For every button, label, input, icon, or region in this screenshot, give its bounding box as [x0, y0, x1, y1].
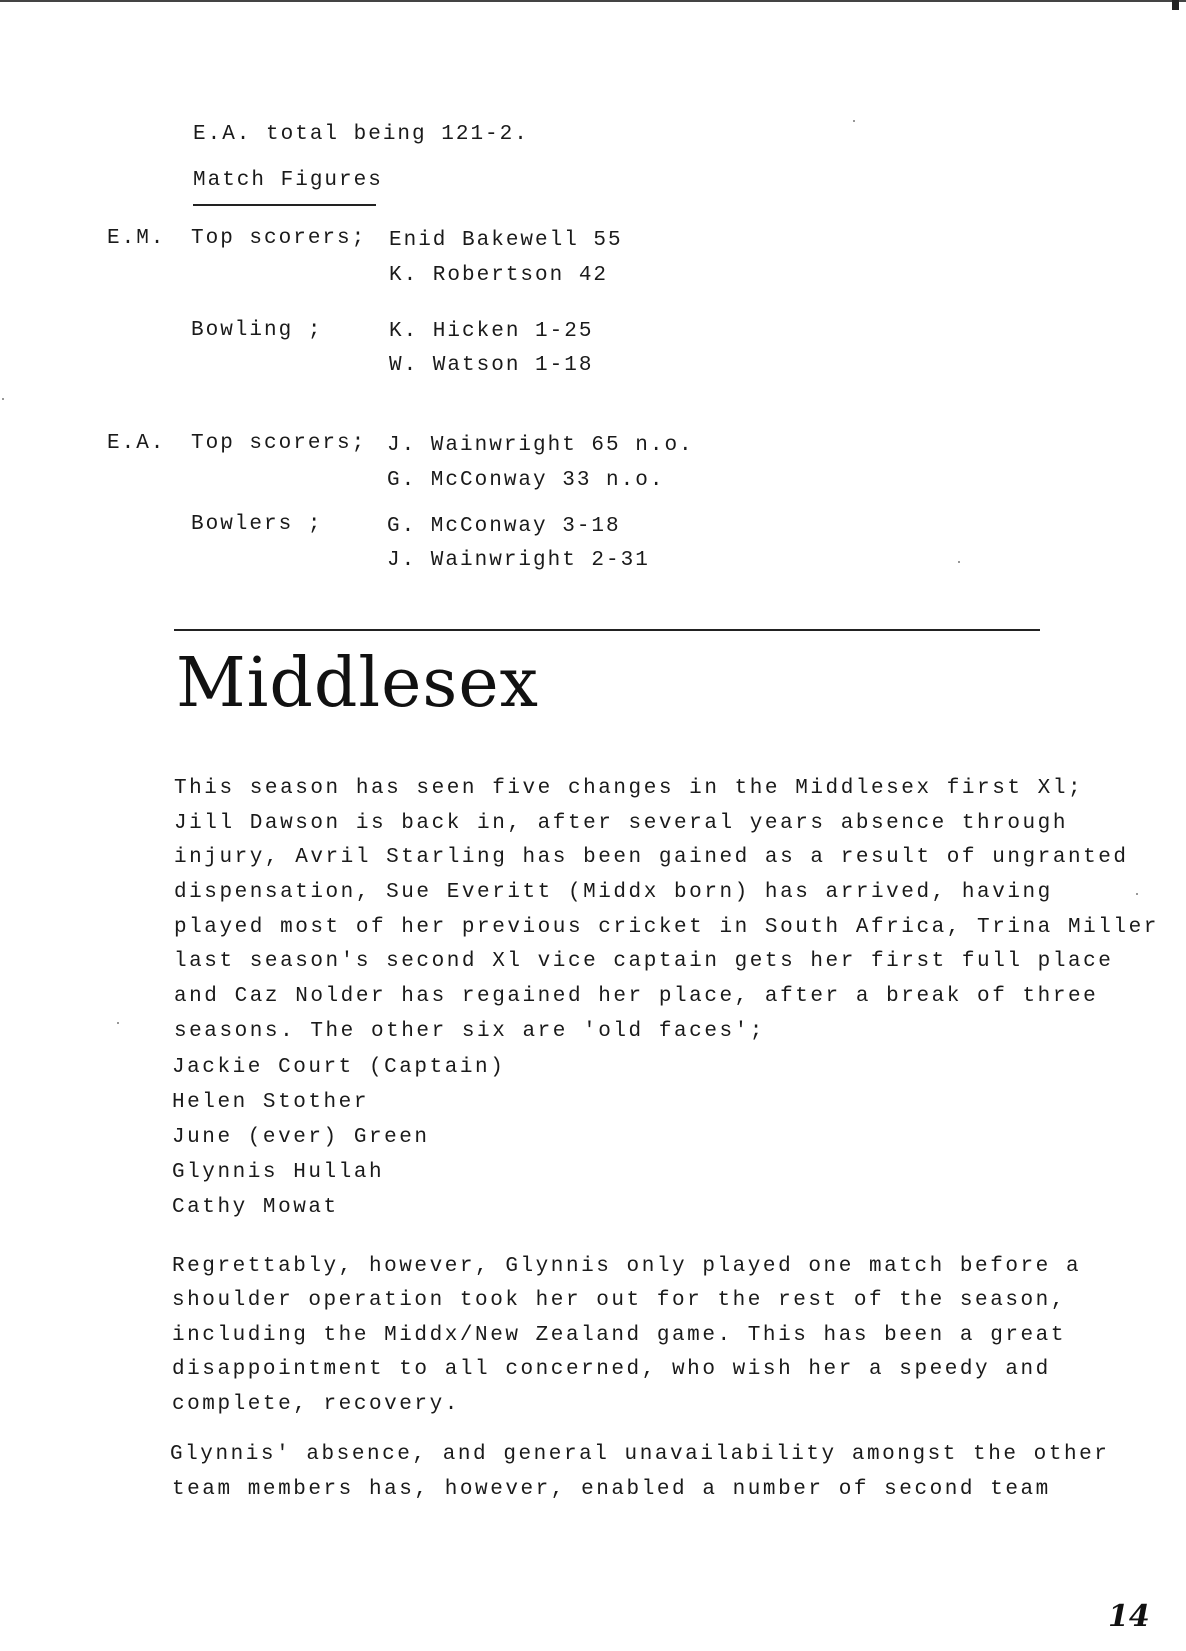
top-border-line	[0, 0, 1186, 2]
section-heading: Middlesex	[176, 644, 539, 723]
paragraph-3-line: team members has, however, enabled a number of second team	[172, 1478, 1051, 1501]
list-item: Jackie Court (Captain)	[172, 1056, 506, 1079]
ea-top-scorer-2: G. McConway 33 n.o.	[387, 469, 665, 492]
scan-speck	[1136, 893, 1138, 895]
em-bowler-1: K. Hicken 1-25	[389, 320, 594, 343]
em-top-scorer-1: Enid Bakewell 55	[389, 229, 623, 252]
paragraph-1-line: dispensation, Sue Everitt (Middx born) has arrived, having	[174, 881, 1053, 904]
paragraph-2-line: including the Middx/New Zealand game. This has been a great	[172, 1324, 1066, 1347]
page-number: 14	[1108, 1599, 1150, 1634]
list-item: June (ever) Green	[172, 1126, 430, 1149]
scan-speck	[2, 398, 4, 400]
edge-mark	[1172, 0, 1179, 10]
paragraph-1-line: seasons. The other six are 'old faces';	[174, 1020, 765, 1043]
em-team-label: E.M.	[107, 227, 166, 250]
em-bowler-2: W. Watson 1-18	[389, 354, 594, 377]
list-item: Cathy Mowat	[172, 1196, 339, 1219]
ea-team-label: E.A.	[107, 432, 166, 455]
scan-speck	[117, 1022, 119, 1024]
paragraph-2-line: disappointment to all concerned, who wish her a speedy and	[172, 1358, 1051, 1381]
em-top-scorers-label: Top scorers;	[191, 227, 367, 250]
scan-speck	[958, 561, 960, 563]
paragraph-2-line: complete, recovery.	[172, 1393, 460, 1416]
list-item: Helen Stother	[172, 1091, 369, 1114]
heading-underline	[193, 204, 376, 206]
list-item: Glynnis Hullah	[172, 1161, 385, 1184]
ea-top-scorers-label: Top scorers;	[191, 432, 367, 455]
paragraph-1-line: and Caz Nolder has regained her place, after a break of three	[174, 985, 1099, 1008]
scan-speck	[853, 120, 855, 122]
paragraph-1-line: injury, Avril Starling has been gained as a result of ungranted	[174, 846, 1129, 869]
em-top-scorer-2: K. Robertson 42	[389, 264, 609, 287]
paragraph-3-line: Glynnis' absence, and general unavailability amongst the other	[170, 1443, 1110, 1466]
em-bowling-label: Bowling ;	[191, 319, 323, 342]
section-divider	[174, 629, 1040, 631]
paragraph-1-line: last season's second Xl vice captain gets her first full place	[174, 950, 1114, 973]
intro-line: E.A. total being 121-2.	[193, 123, 529, 146]
ea-top-scorer-1: J. Wainwright 65 n.o.	[387, 434, 694, 457]
paragraph-1-line: Jill Dawson is back in, after several years absence through	[174, 812, 1068, 835]
ea-bowlers-label: Bowlers ;	[191, 513, 323, 536]
paragraph-1-line: played most of her previous cricket in South Africa, Trina Miller	[174, 916, 1159, 939]
ea-bowler-2: J. Wainwright 2-31	[387, 549, 650, 572]
match-figures-heading: Match Figures	[193, 169, 383, 192]
ea-bowler-1: G. McConway 3-18	[387, 515, 621, 538]
paragraph-2-line: Regrettably, however, Glynnis only played one match before a	[172, 1255, 1082, 1278]
paragraph-2-line: shoulder operation took her out for the rest of the season,	[172, 1289, 1066, 1312]
paragraph-1-line: This season has seen five changes in the Middlesex first Xl;	[174, 777, 1084, 800]
